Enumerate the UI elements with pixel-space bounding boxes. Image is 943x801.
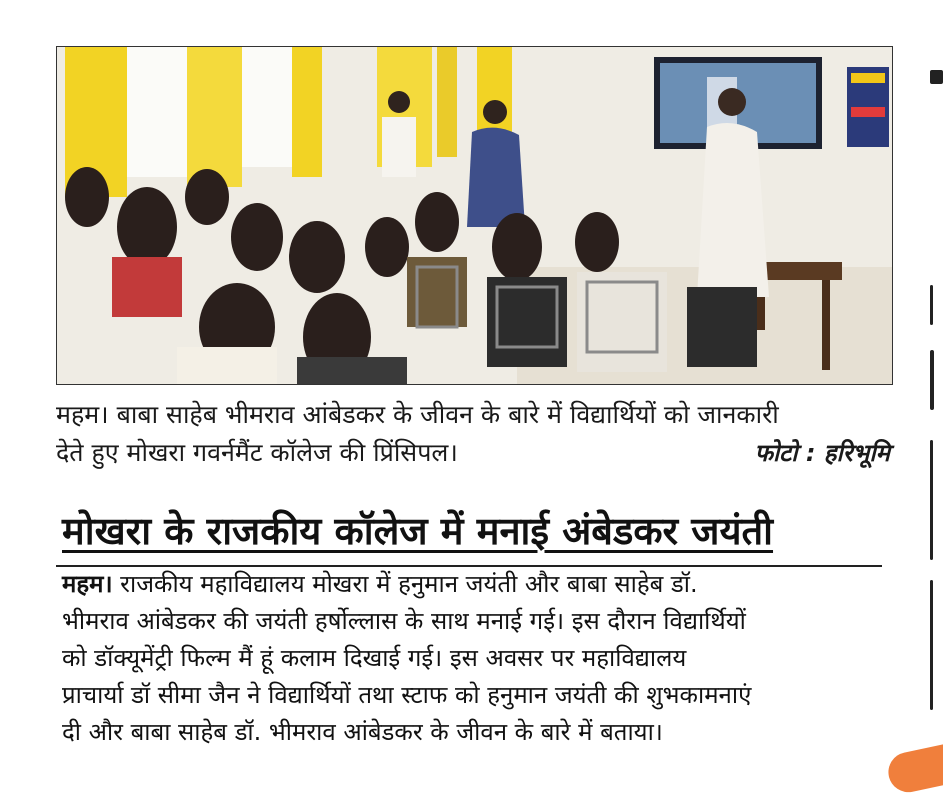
adjacent-column-fragment [930,0,943,801]
article-headline [62,506,882,556]
body-line-1 [62,566,882,603]
photo-caption [56,396,896,472]
body-line-5: दी और बाबा साहेब डॉ. भीमराव आंबेडकर के जीवन के बारे में बताया। [62,718,663,746]
caption-line-2: देते हुए मोखरा गवर्नमैंट कॉलेज की प्रिंसिपल। [56,438,458,467]
body-line-3: को डॉक्यूमेंट्री फिल्म मैं हूं कलाम दिखाई गई। इस अवसर पर महाविद्यालय [62,644,687,672]
classroom-photo-illustration [57,47,892,384]
dateline: महम। [62,570,113,598]
photo-credit: फोटो : हरिभूमि [754,439,890,467]
caption-line-1: महम। बाबा साहेब भीमराव आंबेडकर के जीवन के बारे में विद्यार्थियों को जानकारी [56,400,779,429]
side-fragment [930,440,933,560]
headline-text: मोखरा के राजकीय कॉलेज में मनाई अंबेडकर जयंती [62,509,774,553]
body-line-4: प्राचार्या डॉ सीमा जैन ने विद्यार्थियों तथा स्टाफ को हनुमान जयंती की शुभकामनाएं [62,681,752,709]
side-fragment [930,70,943,84]
news-photo [56,46,893,385]
article-body [62,566,882,751]
side-fragment [930,350,934,410]
side-fragment [930,580,933,710]
body-line-2: भीमराव आंबेडकर की जयंती हर्षोल्लास के साथ मनाई गई। इस दौरान विद्यार्थियों [62,607,746,635]
side-fragment [930,285,933,325]
body-line-1-rest: राजकीय महाविद्यालय मोखरा में हनुमान जयंती और बाबा साहेब डॉ. [112,570,698,598]
